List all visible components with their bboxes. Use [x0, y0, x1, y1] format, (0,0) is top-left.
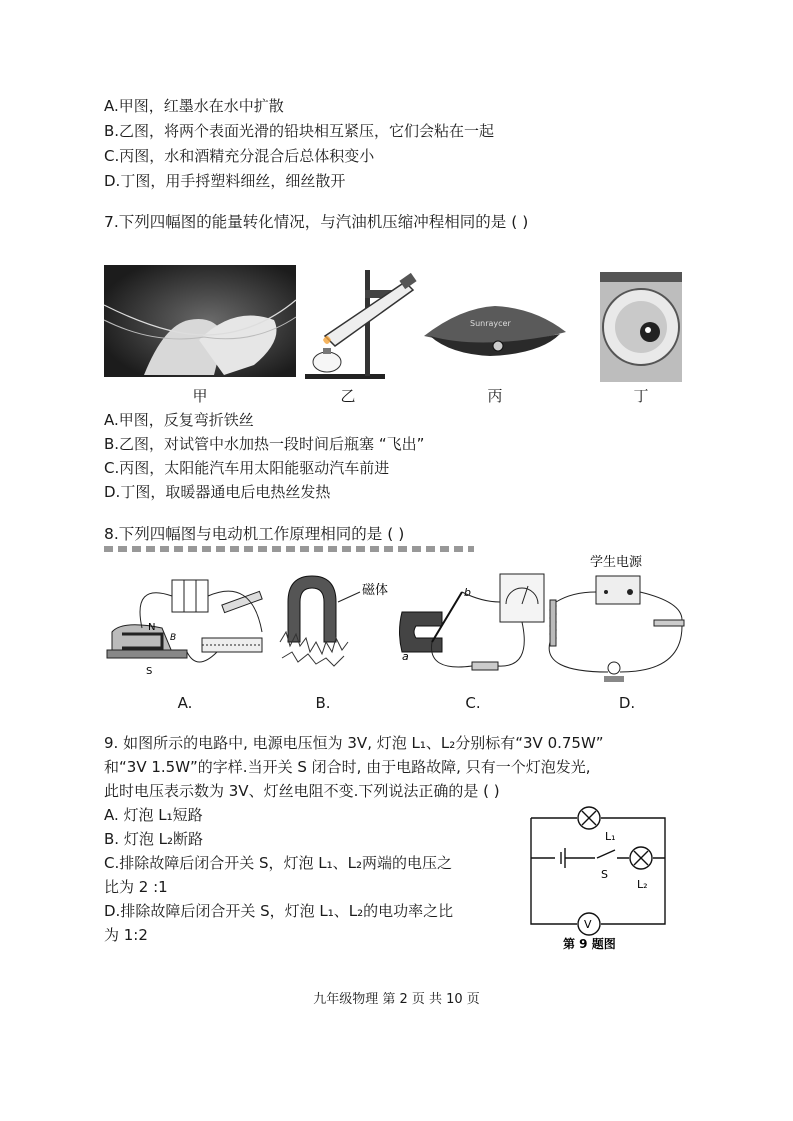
q8-figure-c — [400, 574, 545, 670]
label-l1: L₁ — [605, 830, 616, 843]
q8-caption-b: B. — [315, 694, 331, 712]
q7-option-b: B.乙图，对试管中水加热一段时间后瓶塞 “飞出” — [104, 435, 425, 453]
solar-car-label: Sunraycer — [470, 319, 511, 328]
q9-circuit-diagram — [525, 806, 673, 954]
page-footer: 九年级物理 第 2 页 共 10 页 — [313, 992, 480, 1007]
label-l2: L₂ — [637, 878, 648, 891]
q8-caption-d: D. — [618, 694, 636, 712]
q6-option-c: C.丙图，水和酒精充分混合后总体积变小 — [104, 147, 375, 165]
q8-stem-ghost-line — [104, 546, 474, 552]
q9-stem-line-2: 和“3V 1.5W”的字样.当开关 S 闭合时, 由于电路故障, 只有一个灯泡发光, — [104, 758, 591, 776]
q7-stem: 7.下列四幅图的能量转化情况，与汽油机压缩冲程相同的是 ( ) — [104, 213, 529, 231]
q6-option-d: D.丁图，用手捋塑料细丝，细丝散开 — [104, 172, 346, 190]
q9-option-d: D.排除故障后闭合开关 S，灯泡 L₁、L₂的电功率之比 — [104, 902, 454, 920]
label-n: N — [148, 622, 156, 633]
label-s: S — [146, 666, 153, 677]
q9-option-a: A. 灯泡 L₁短路 — [104, 806, 203, 824]
label-switch-s: S — [601, 868, 608, 881]
q7-option-d: D.丁图，取暖器通电后电热丝发热 — [104, 483, 331, 501]
q8-figure-b — [280, 576, 388, 666]
label-power: 学生电源 — [590, 555, 643, 570]
q7-figure-bing-solar-car — [420, 300, 570, 362]
q9-option-c: C.排除故障后闭合开关 S，灯泡 L₁、L₂两端的电压之 — [104, 854, 453, 872]
q9-option-c-cont: 比为 2 :1 — [104, 878, 168, 896]
q8-figure-a — [107, 580, 262, 677]
q7-caption-jia: 甲 — [192, 387, 208, 405]
q8-caption-a: A. — [177, 694, 193, 712]
q6-option-b: B.乙图，将两个表面光滑的铅块相互紧压，它们会粘在一起 — [104, 122, 495, 140]
q8-stem: 8.下列四幅图与电动机工作原理相同的是 ( ) — [104, 525, 405, 543]
q8-caption-c: C. — [465, 694, 481, 712]
q8-figures — [102, 555, 702, 684]
q7-option-c: C.丙图，太阳能汽车用太阳能驱动汽车前进 — [104, 459, 390, 477]
label-b-capital: B — [170, 633, 177, 643]
q7-caption-ding: 丁 — [633, 387, 649, 405]
q6-option-a: A.甲图，红墨水在水中扩散 — [104, 97, 284, 115]
q9-stem-line-1: 9. 如图所示的电路中, 电源电压恒为 3V, 灯泡 L₁、L₂分别标有“3V 0.75W” — [104, 734, 604, 752]
q7-figure-ding-heater — [600, 272, 682, 382]
label-a-lower: a — [402, 650, 409, 663]
q7-caption-bing: 丙 — [487, 387, 503, 405]
q7-caption-yi: 乙 — [340, 387, 356, 405]
q9-option-b: B. 灯泡 L₂断路 — [104, 830, 203, 848]
q7-figure-jia-bending-wire — [104, 265, 296, 377]
label-b-lower: b — [464, 586, 471, 599]
q9-stem-line-3: 此时电压表示数为 3V、灯丝电阻不变.下列说法正确的是 ( ) — [104, 782, 500, 800]
label-voltmeter: V — [584, 918, 592, 931]
q9-figure-caption: 第 9 题图 — [563, 937, 616, 951]
q7-figure-yi-test-tube-heating — [305, 262, 430, 380]
q7-option-a: A.甲图，反复弯折铁丝 — [104, 411, 254, 429]
label-magnet: 磁体 — [362, 583, 389, 598]
q8-figure-d — [549, 554, 684, 682]
q9-option-d-cont: 为 1:2 — [104, 926, 148, 944]
